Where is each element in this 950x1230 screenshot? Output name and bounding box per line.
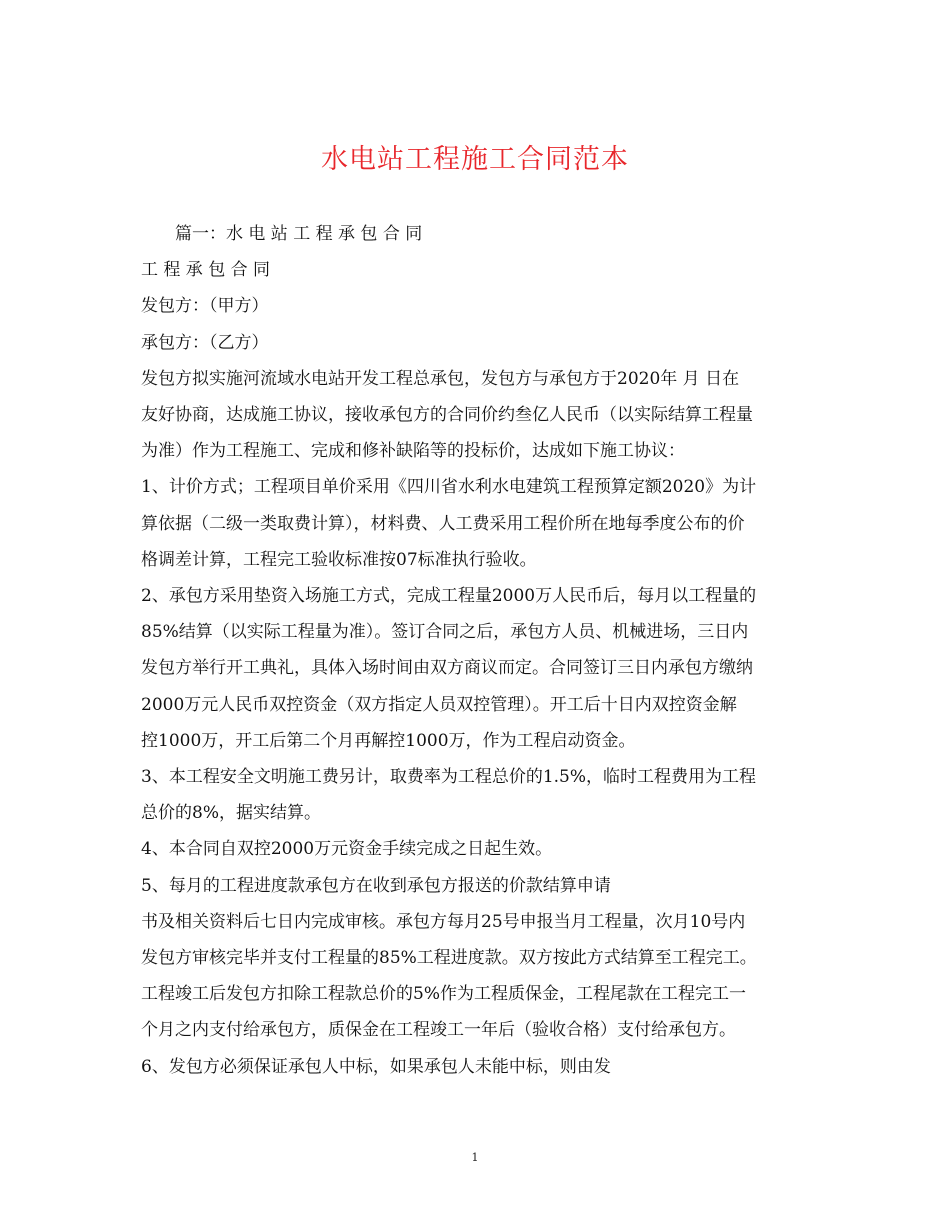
clause-5-line: 发包方审核完毕并支付工程量的85%工程进度款。双方按此方式结算至工程完工。 bbox=[141, 948, 757, 969]
clause-6-line: 6、发包方必须保证承包人中标，如果承包人未能中标，则由发 bbox=[141, 1056, 611, 1077]
section-heading: 篇一：水 电 站 工 程 承 包 合 同 bbox=[175, 224, 423, 244]
paragraph-line: 为准）作为工程施工、完成和修补缺陷等的投标价，达成如下施工协议： bbox=[141, 441, 685, 462]
document-title: 水电站工程施工合同范本 bbox=[321, 144, 629, 175]
clause-3-line: 3、本工程安全文明施工费另计，取费率为工程总价的1.5%，临时工程费用为工程 bbox=[141, 767, 757, 788]
clause-5-line: 5、每月的工程进度款承包方在收到承包方报送的价款结算申请 bbox=[141, 875, 611, 896]
paragraph-line: 友好协商，达成施工协议，接收承包方的合同价约叁亿人民币（以实际结算工程量 bbox=[141, 405, 753, 426]
clause-2-line: 发包方举行开工典礼，具体入场时间由双方商议而定。合同签订三日内承包方缴纳 bbox=[141, 658, 753, 679]
clause-3-line: 总价的8%，据实结算。 bbox=[141, 803, 321, 824]
party-b-line: 承包方：（乙方） bbox=[141, 332, 269, 353]
document-body bbox=[141, 216, 811, 1085]
clause-4-line: 4、本合同自双控2000万元资金手续完成之日起生效。 bbox=[141, 839, 553, 860]
party-a-line: 发包方：（甲方） bbox=[141, 296, 269, 317]
clause-1-line: 算依据（二级一类取费计算），材料费、人工费采用工程价所在地每季度公布的价 bbox=[141, 513, 745, 534]
clause-5-line: 个月之内支付给承包方，质保金在工程竣工一年后（验收合格）支付给承包方。 bbox=[141, 1020, 736, 1041]
contract-heading: 工 程 承 包 合 同 bbox=[141, 260, 271, 281]
page-number: 1 bbox=[471, 1151, 479, 1164]
clause-5-line: 工程竣工后发包方扣除工程款总价的5%作为工程质保金，工程尾款在工程完工一 bbox=[141, 984, 746, 1005]
clause-2-line: 控1000万，开工后第二个月再解控1000万，作为工程启动资金。 bbox=[141, 730, 636, 751]
clause-2-line: 85%结算（以实际工程量为准）。签订合同之后，承包方人员、机械进场，三日内 bbox=[141, 622, 749, 643]
clause-2-line: 2、承包方采用垫资入场施工方式，完成工程量2000万人民币后，每月以工程量的 bbox=[141, 586, 757, 607]
clause-5-line: 书及相关资料后七日内完成审核。承包方每月25号申报当月工程量，次月10号内 bbox=[141, 911, 746, 932]
clause-1-line: 1、计价方式；工程项目单价采用《四川省水利水电建筑工程预算定额2020》为计 bbox=[141, 477, 757, 498]
clause-2-line: 2000万元人民币双控资金（双方指定人员双控管理）。开工后十日内双控资金解 bbox=[141, 694, 737, 715]
paragraph-line: 发包方拟实施河流域水电站开发工程总承包，发包方与承包方于2020年 月 日在 bbox=[141, 368, 740, 389]
clause-1-line: 格调差计算，工程完工验收标准按07标准执行验收。 bbox=[141, 549, 537, 570]
